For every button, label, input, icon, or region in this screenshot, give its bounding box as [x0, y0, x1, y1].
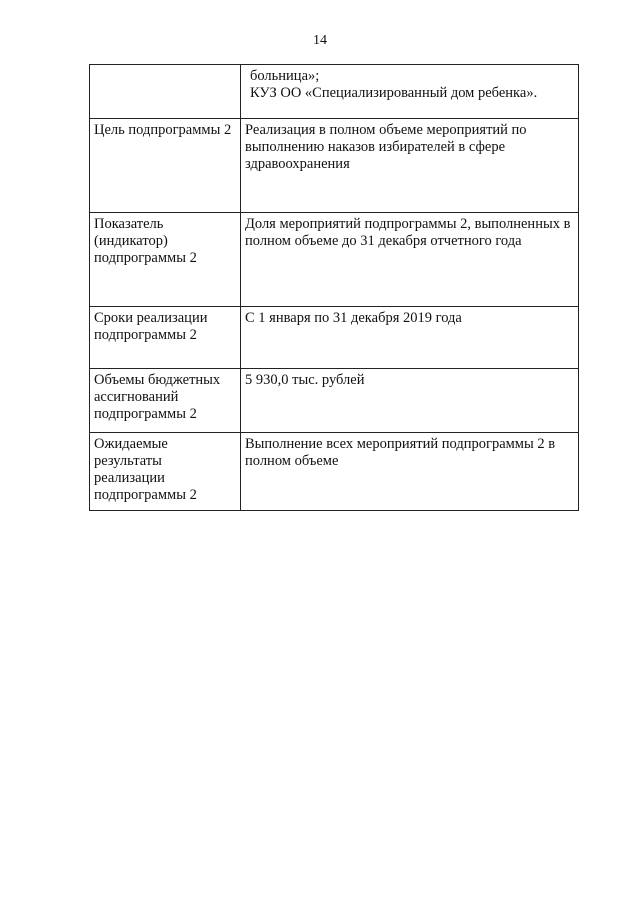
row-value-cell [241, 213, 579, 307]
row-value: Реализация в полном объеме мероприятий по выполнению наказов избирателей в сфере здравоохранения [245, 122, 527, 172]
row-label: Ожидаемые результаты реализации подпрограммы 2 [94, 436, 197, 503]
table-row-period [90, 307, 579, 369]
row-value-cell [241, 369, 579, 433]
row-value: Доля мероприятий подпрограммы 2, выполненных в полном объеме до 31 декабря отчетного года [245, 216, 571, 249]
row-label: Цель подпрограммы 2 [94, 122, 232, 138]
row-label-cell [90, 65, 241, 119]
row-value: С 1 января по 31 декабря 2019 года [245, 310, 462, 326]
row-label-cell [90, 369, 241, 433]
row-label-cell [90, 213, 241, 307]
value-line: больница»; [250, 68, 320, 84]
row-label-cell [90, 433, 241, 511]
table-row-continuation [90, 65, 579, 119]
row-label-cell [90, 119, 241, 213]
page-number: 14 [313, 33, 327, 48]
row-label: Объемы бюджетных ассигнований подпрограммы 2 [94, 372, 221, 422]
table-row-indicator [90, 213, 579, 307]
row-value-cell [241, 119, 579, 213]
value-line: КУЗ ОО «Специализированный дом ребенка». [250, 85, 538, 101]
row-value-cell [241, 65, 579, 119]
row-label-cell [90, 307, 241, 369]
row-label: Сроки реализации подпрограммы 2 [94, 310, 208, 343]
subprogram-passport-table [89, 64, 579, 511]
table-row-budget [90, 369, 579, 433]
table-row-goal [90, 119, 579, 213]
row-value: Выполнение всех мероприятий подпрограммы 2 в полном объеме [245, 436, 556, 469]
row-label: Показатель (индикатор) подпрограммы 2 [94, 216, 197, 266]
row-value: 5 930,0 тыс. рублей [245, 372, 365, 388]
row-value-cell [241, 307, 579, 369]
row-value-cell [241, 433, 579, 511]
table-row-expected-results [90, 433, 579, 511]
